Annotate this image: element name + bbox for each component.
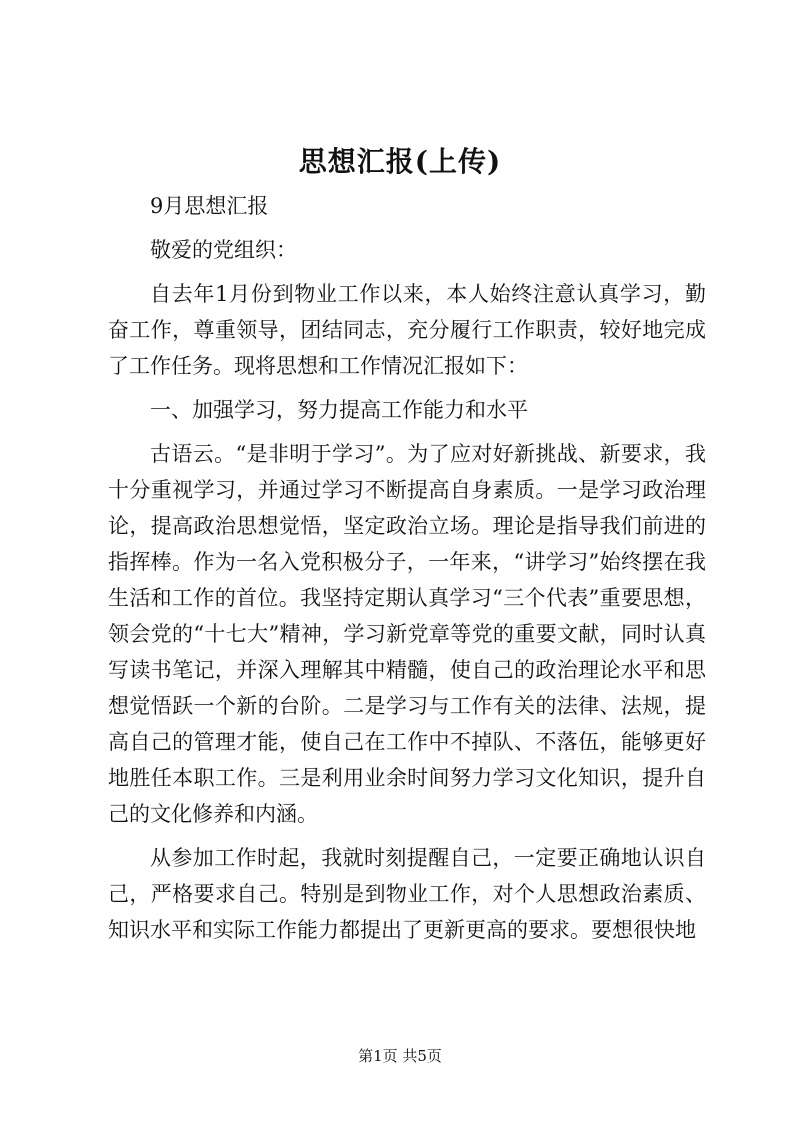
paragraph-intro: 自去年1月份到物业工作以来，本人始终注意认真学习，勤奋工作，尊重领导，团结同志，充分履行工作职责，较好地完成了工作任务。现将思想和工作情况汇报如下： — [108, 282, 706, 378]
document-body — [108, 188, 706, 956]
page-footer: 第1页 共5页 — [358, 1047, 442, 1065]
paragraph-section-heading: 一、加强学习，努力提高工作能力和水平 — [150, 398, 528, 422]
paragraph-study: 古语云。“是非明于学习”。为了应对好新挑战、新要求，我十分重视学习，并通过学习不断提高自身素质。一是学习政治理论，提高政治思想觉悟，坚定政治立场。理论是指导我们前进的指挥棒。作为一名入党积极分子，一年来，“讲学习”始终摆在我生活和工作的首位。我坚持定期认真学习“三个代表”重要思想，领会党的“十七大”精神，学习新党章等党的重要文献，同时认真写读书笔记，并深入理解其中精髓，使自己的政治理论水平和思想觉悟跃一个新的台阶。二是学习与工作有关的法律、法规，提高自己的管理才能，使自己在工作中不掉队、不落伍，能够更好地胜任本职工作。三是利用业余时间努力学习文化知识，提升自己的文化修养和内涵。 — [108, 442, 706, 826]
document-title: 思想汇报(上传) — [298, 145, 502, 178]
paragraph-work: 从参加工作时起，我就时刻提醒自己，一定要正确地认识自己，严格要求自己。特别是到物业工作，对个人思想政治素质、知识水平和实际工作能力都提出了更新更高的要求。要想很快地 — [108, 846, 706, 942]
paragraph-heading-month: 9月思想汇报 — [150, 194, 269, 218]
paragraph-salutation: 敬爱的党组织： — [150, 238, 297, 262]
